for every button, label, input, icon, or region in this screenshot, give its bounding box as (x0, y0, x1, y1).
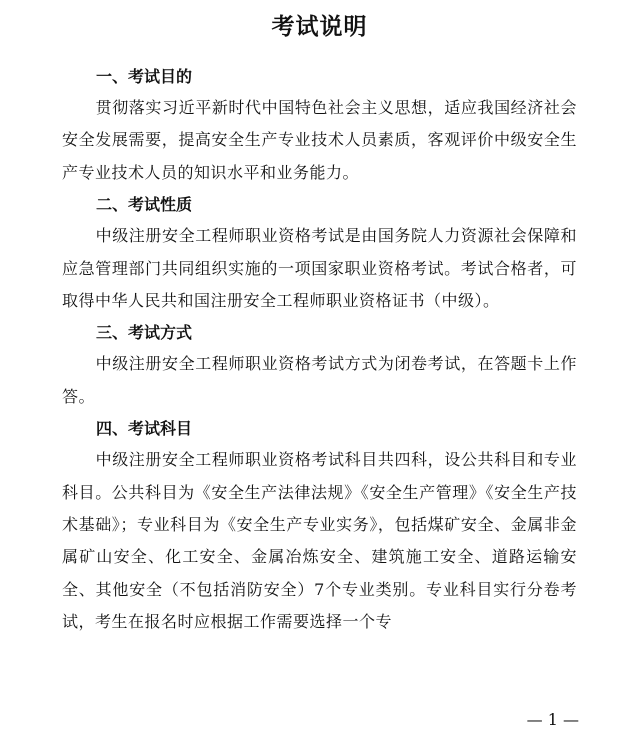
section-paragraph: 中级注册安全工程师职业资格考试方式为闭卷考试，在答题卡上作答。 (62, 354, 577, 406)
section-paragraph: 贯彻落实习近平新时代中国特色社会主义思想，适应我国经济社会安全发展需要，提高安全生产专业技术人员素质，客观评价中级安全生产专业技术人员的知识水平和业务能力。 (62, 98, 577, 182)
section-exam-purpose (62, 62, 577, 189)
page-number: — 1 — (526, 710, 579, 729)
page-title: 考试说明 (271, 14, 368, 40)
document-body (62, 62, 577, 639)
section-exam-method (62, 318, 577, 413)
section-heading: 三、考试方式 (96, 323, 193, 343)
section-heading: 一、考试目的 (96, 67, 193, 86)
section-paragraph: 中级注册安全工程师职业资格考试是由国务院人力资源社会保障和应急管理部门共同组织实施的一项国家职业资格考试。考试合格者，可取得中华人民共和国注册安全工程师职业资格证书（中级）。 (62, 226, 577, 311)
section-exam-nature (62, 190, 577, 317)
section-exam-subjects (62, 414, 577, 638)
section-paragraph: 中级注册安全工程师职业资格考试科目共四科，设公共科目和专业科目。公共科目为《安全生产法律法规》《安全生产管理》《安全生产技术基础》；专业科目为《安全生产专业实务》，包括煤矿安全、金属非金属矿山安全、化工安全、金属冶炼安全、建筑施工安全、道路运输安全、其他安全（不包括消防安全）7个专业类别。专业科目实行分卷考试，考生在报名时应根据工作需要选择一个专 (62, 450, 577, 632)
section-heading: 四、考试科目 (96, 419, 193, 439)
section-heading: 二、考试性质 (96, 195, 193, 215)
